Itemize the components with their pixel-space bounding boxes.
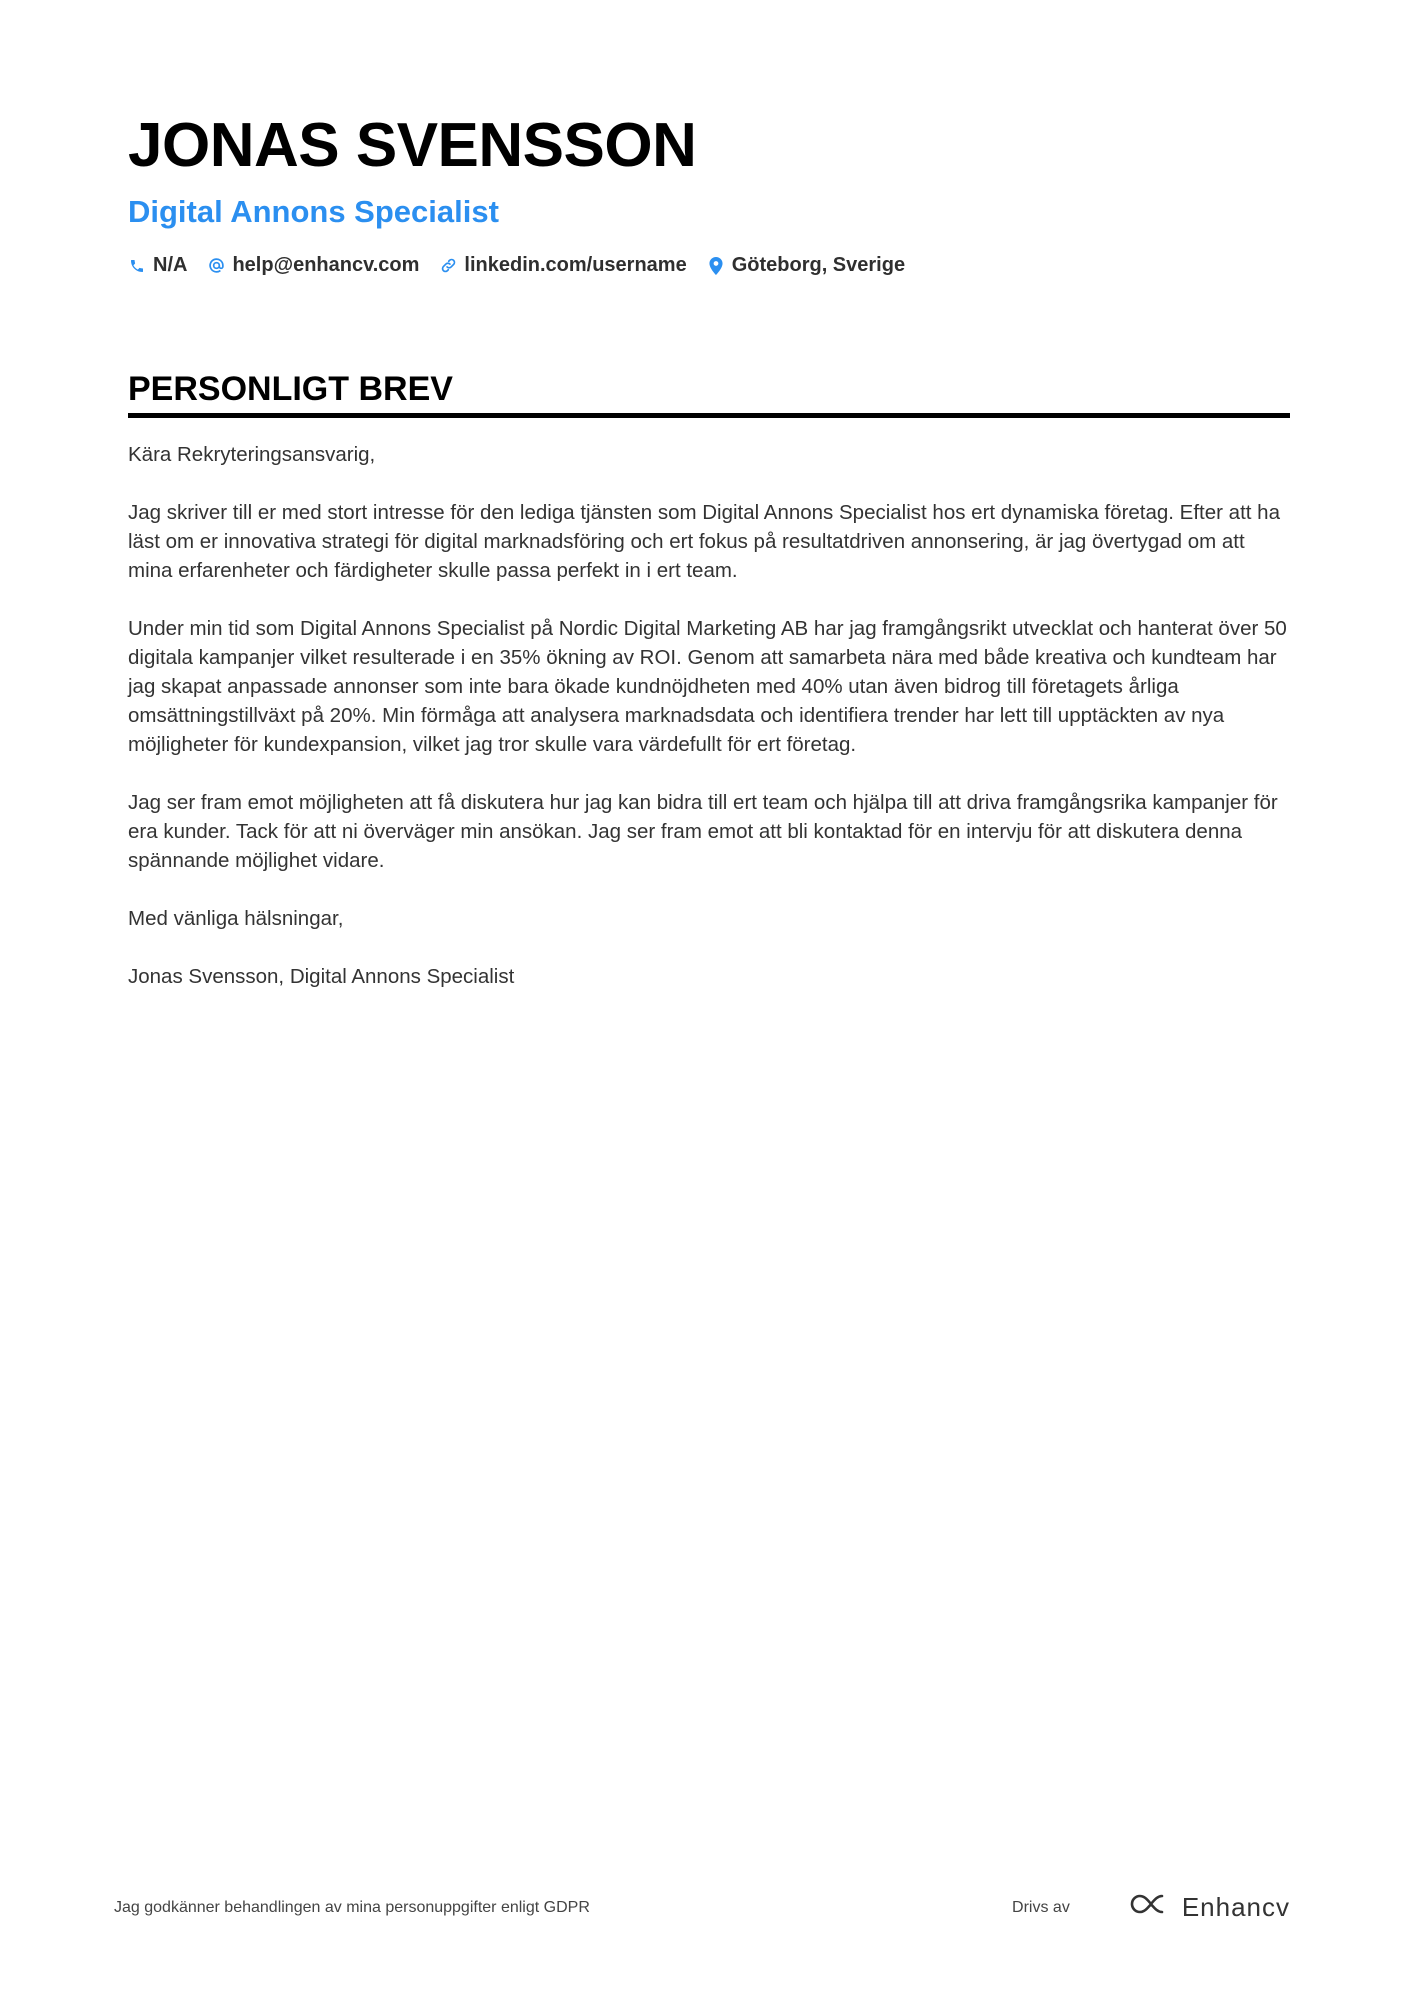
contact-email[interactable] <box>207 254 419 277</box>
contact-bar <box>128 254 1290 277</box>
link-icon <box>439 256 457 276</box>
page-footer <box>114 1892 1290 1923</box>
contact-linkedin[interactable] <box>439 254 686 277</box>
letter-body <box>128 440 1290 991</box>
contact-email-text[interactable]: help@enhancv.com <box>232 254 420 276</box>
powered-by-label: Drivs av <box>1012 1898 1070 1916</box>
letter-paragraph: Jag ser fram emot möjligheten att få diskutera hur jag kan bidra till ert team och hjälpa till att driva framgångsrika kampanjer för era kunder. Tack för att ni överväger min ansökan. Jag ser fram emot att bli kontaktad för en intervju för att diskutera denna spännande möjlighet vidare. <box>128 791 1278 872</box>
contact-location-text: Göteborg, Sverige <box>731 254 906 276</box>
cover-letter-page <box>128 108 1290 1020</box>
letter-paragraph: Under min tid som Digital Annons Specialist på Nordic Digital Marketing AB har jag framgångsrikt utvecklat och hanterat över 50 digitala kampanjer vilket resulterade i en 35% ökning av ROI. Genom att samarbeta nära med både kreativa och kundteam har jag skapat anpassade annonser som inte bara ökade kundnöjdheten med 40% utan även bidrog till företagets årliga omsättningstillväxt på 20%. Min förmåga att analysera marknadsdata och identifiera trender har lett till upptäckten av nya möjligheter för kundexpansion, vilket jag tror skulle vara värdefullt för ert företag. <box>128 617 1287 756</box>
letter-signature: Jonas Svensson, Digital Annons Specialist <box>128 965 515 988</box>
at-icon <box>207 256 225 276</box>
enhancv-logo[interactable] <box>1128 1892 1290 1923</box>
enhancv-infinity-icon <box>1128 1892 1174 1923</box>
contact-linkedin-text[interactable]: linkedin.com/username <box>464 254 687 276</box>
candidate-name: JONAS SVENSSON <box>128 111 697 180</box>
contact-phone-text: N/A <box>153 254 188 276</box>
gdpr-consent-text: Jag godkänner behandlingen av mina personuppgifter enligt GDPR <box>114 1898 590 1916</box>
contact-location <box>707 254 905 277</box>
enhancv-brand-name: Enhancv <box>1181 1892 1290 1922</box>
job-title: Digital Annons Specialist <box>128 194 499 229</box>
contact-phone <box>128 254 187 277</box>
letter-closing: Med vänliga hälsningar, <box>128 907 344 930</box>
section-title: PERSONLIGT BREV <box>128 369 1290 418</box>
letter-paragraph: Jag skriver till er med stort intresse för den lediga tjänsten som Digital Annons Specialist hos ert dynamiska företag. Efter att ha läst om er innovativa strategi för digital marknadsföring och ert fokus på resultatdriven annonsering, är jag övertygad om att mina erfarenheter och färdigheter skulle passa perfekt in i ert team. <box>128 501 1280 582</box>
phone-icon <box>128 256 146 276</box>
letter-greeting: Kära Rekryteringsansvarig, <box>128 443 376 466</box>
location-pin-icon <box>707 256 725 276</box>
